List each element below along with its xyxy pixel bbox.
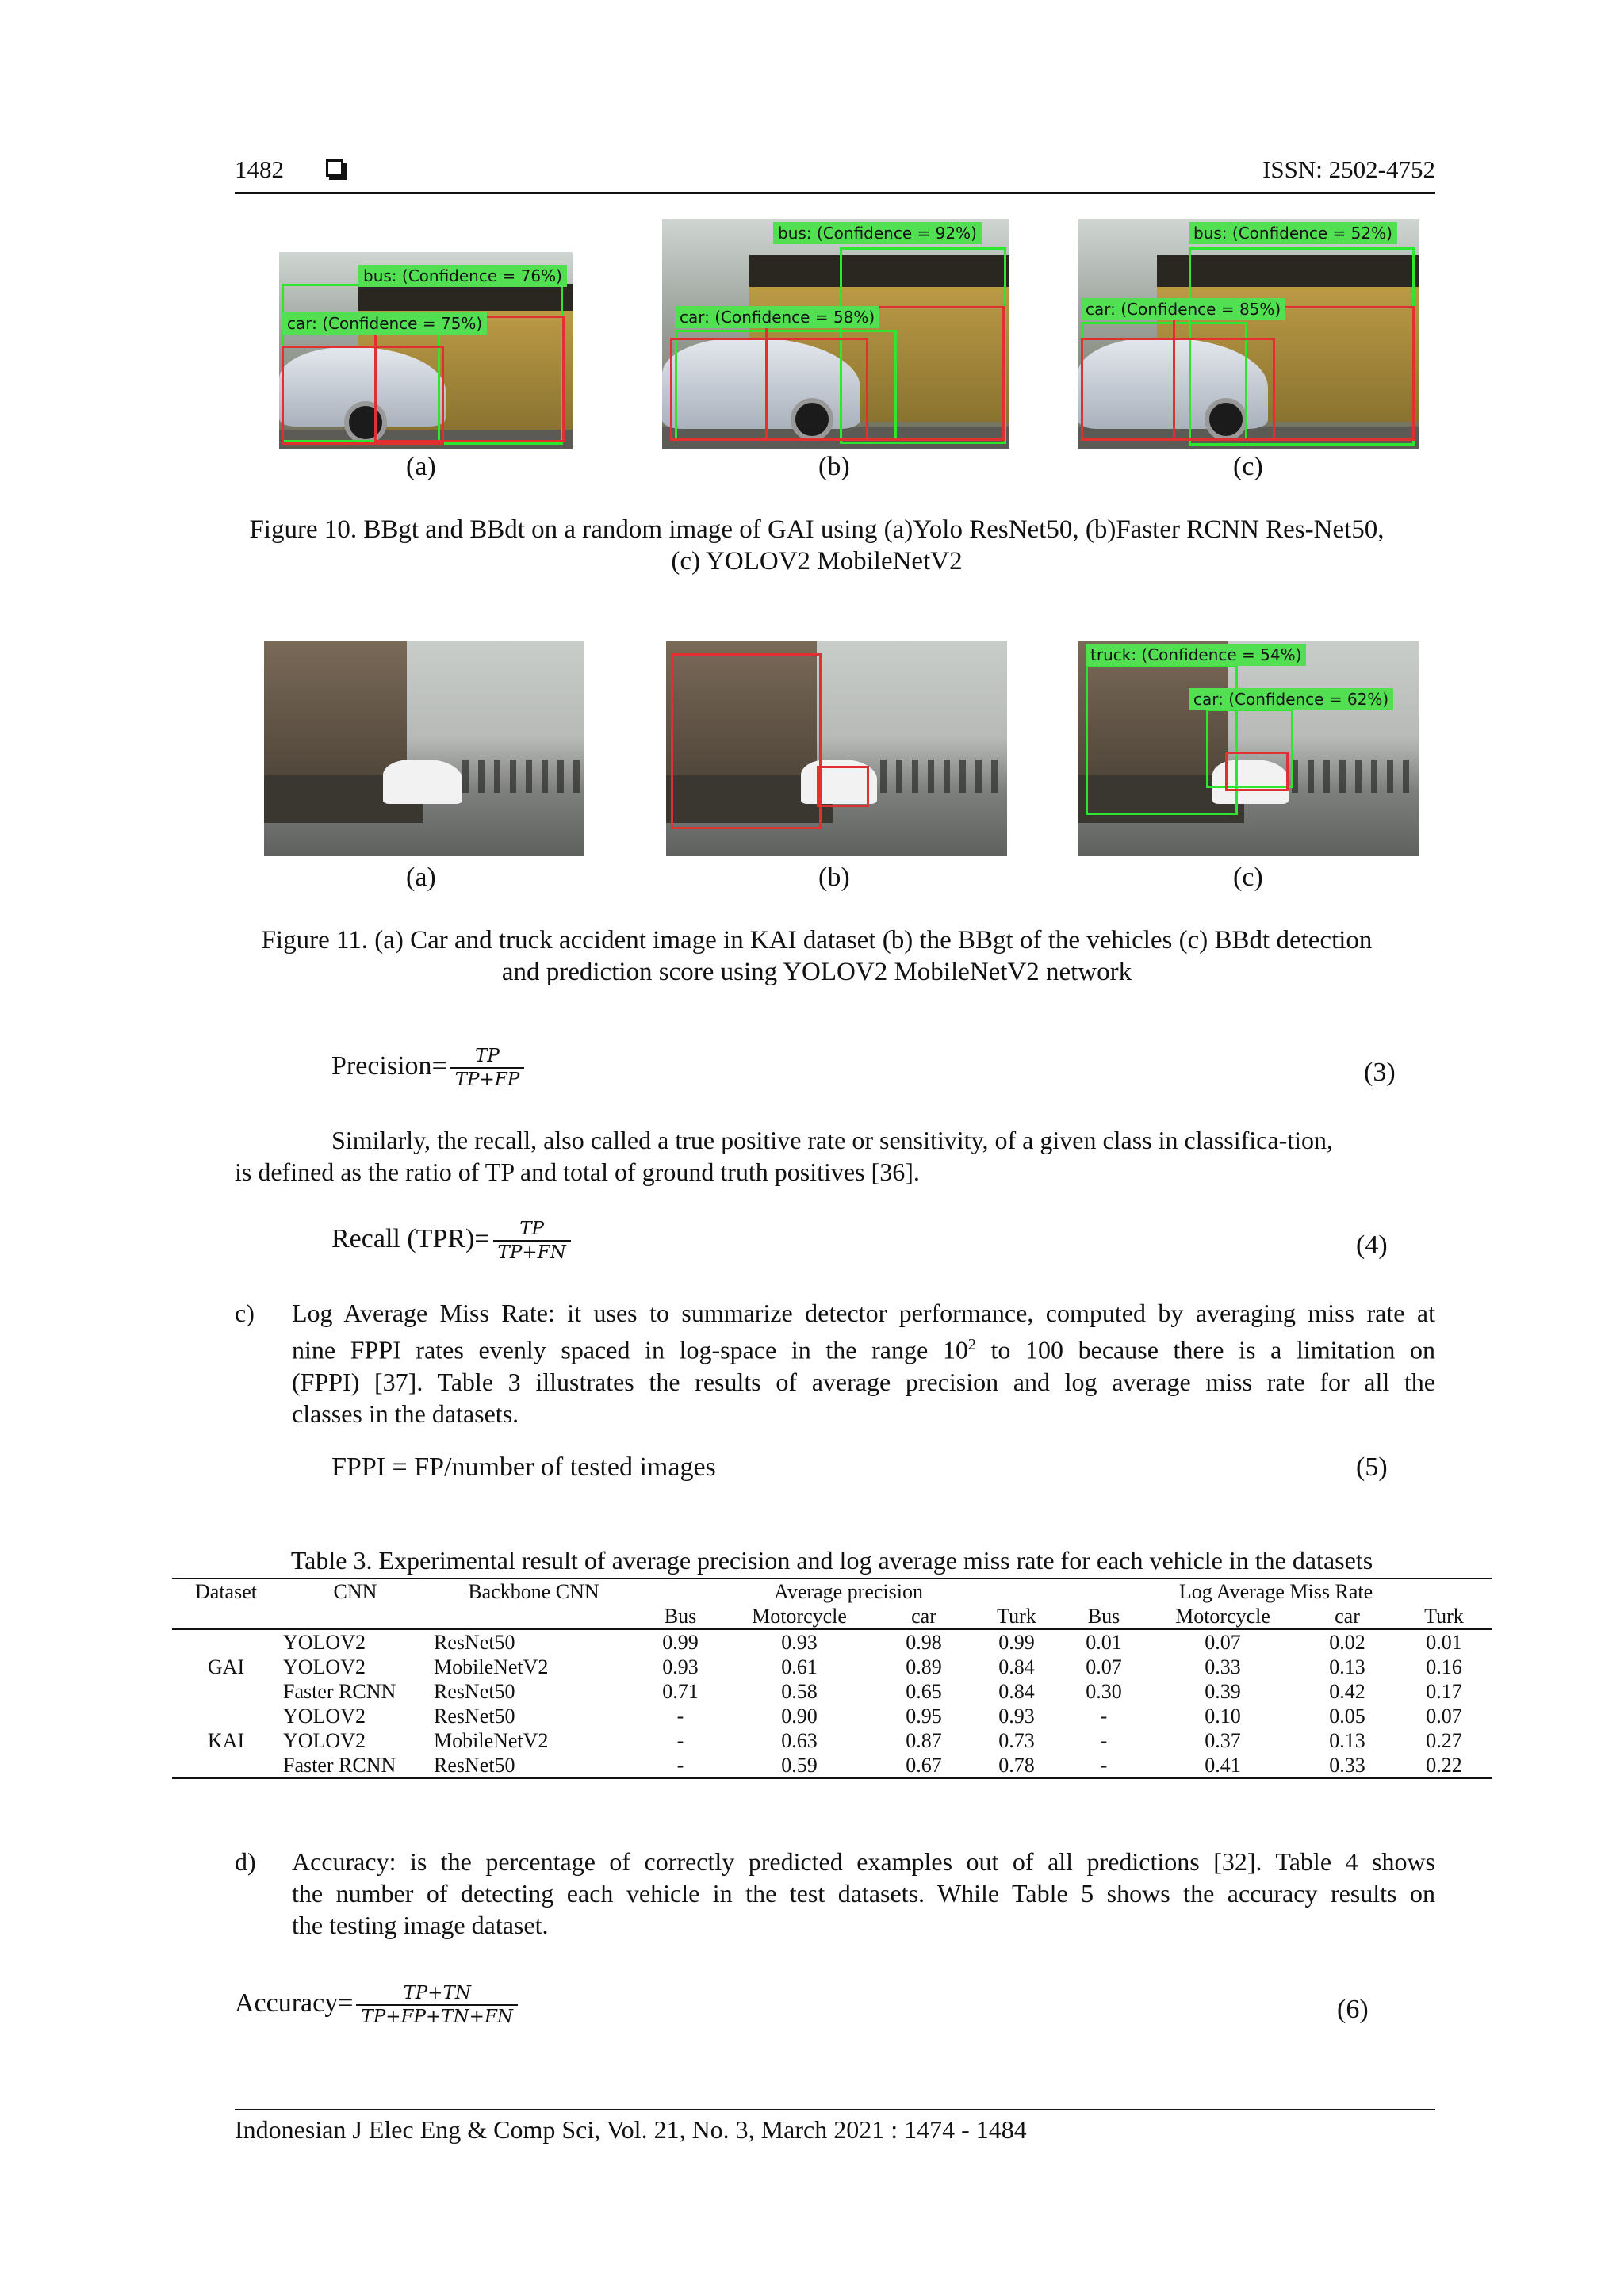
fig10c-bus-label: bus: (Confidence = 52%) [1189,222,1397,244]
subheader: Motorcycle [1175,1605,1270,1628]
header-rule [235,192,1435,194]
fig11-image-b [666,641,1007,856]
subheader: car [1335,1605,1360,1628]
issn: ISSN: 2502-4752 [1262,155,1435,183]
item-d-paragraph: Accuracy: is the percentage of correctly predicted examples out of all predictions [32]. Table 4 shows the number of detecting each vehicle in the test datasets. While Table 5 shows the accuracy results on the testing image dataset. [292,1847,1435,1939]
fig10b-car-label: car: (Confidence = 58%) [675,306,879,328]
accuracy-equation: Accuracy= $\frac{TP+TN}{TP+FP+TN+FN}$ [235,1982,518,2028]
table-row: Faster RCNN ResNet50 - 0.59 0.67 0.78 - 0.41 0.33 0.22 [172,1753,1492,1778]
fig11c-truck-label: truck: (Confidence = 54%) [1086,644,1306,666]
precision-equation: Precision= $\frac{TP}{TP+FP}$ [331,1045,524,1091]
recall-paragraph: Similarly, the recall, also called a true positive rate or sensitivity, of a given class in classifica-tion, is defined as the ratio of TP and total of ground truth positives [36]. [235,1126,1334,1186]
footer-citation: Indonesian J Elec Eng & Comp Sci, Vol. 21, No. 3, March 2021 : 1474 - 1484 [235,2115,1027,2144]
fig10a-car-label: car: (Confidence = 75%) [282,312,487,335]
table-row: YOLOV2 ResNet50 0.99 0.93 0.98 0.99 0.01 0.07 0.02 0.01 [283,1631,1462,1654]
square-bullet-icon [326,159,343,177]
table-row: YOLOV2 ResNet50 - 0.90 0.95 0.93 - 0.10 0.05 0.07 [283,1705,1462,1728]
fig10-sublabel-c: (c) [1233,452,1263,481]
fig10b-bus-label: bus: (Confidence = 92%) [773,222,982,244]
fig11-image-c [1078,641,1419,856]
fig11-sublabel-b: (b) [818,863,850,892]
table-3 [172,1578,1492,1779]
fig10c-car-label: car: (Confidence = 85%) [1081,298,1285,320]
figure-10-caption: Figure 10. BBgt and BBdt on a random image of GAI using (a)Yolo ResNet50, (b)Faster RCNN Res-Net50, (c) YOLOV2 MobileNetV2 [249,515,1385,576]
fig10-image-a [279,252,573,449]
item-d-marker: d) [235,1847,256,1876]
fig10a-bus-label: bus: (Confidence = 76%) [358,265,567,287]
fig11-image-a [264,641,584,856]
table-3-caption: Table 3. Experimental result of average precision and log average miss rate for each vehicle in the datasets [290,1546,1373,1575]
fig11-sublabel-c: (c) [1233,863,1263,892]
bus-ground-truth-box [374,316,565,442]
equation-number-4: (4) [1356,1230,1388,1260]
subheader: Turk [1424,1605,1464,1628]
header-backbone: Backbone CNN [468,1580,599,1603]
fig11-sublabel-a: (a) [406,863,436,892]
header-average-precision: Average precision [774,1580,923,1603]
equation-number-6: (6) [1337,1995,1369,2024]
fig10-sublabel-b: (b) [818,452,850,481]
subheader: Turk [997,1605,1036,1628]
subheader: car [911,1605,936,1628]
item-c-paragraph: Log Average Miss Rate: it uses to summarize detector performance, computed by averaging miss rate at nine FPPI rates evenly spaced in log-space in the range $10^2$ to 100 because there is a limitation on (FPPI) [37]. Table 3 illustrates the results of average precision and log average miss rate for all the classes in the datasets. [292,1299,1436,1428]
equation-number-3: (3) [1364,1058,1396,1087]
subheader: Bus [1087,1605,1120,1628]
car-ground-truth-box [817,766,869,807]
recall-equation: Recall (TPR)= $\frac{TP}{TP+FN}$ [331,1218,571,1264]
fig10-image-b [662,219,1009,449]
fig10-image-c [1078,219,1419,449]
table-row: KAI YOLOV2 MobileNetV2 - 0.63 0.87 0.73 - 0.37 0.13 0.27 [207,1729,1462,1752]
item-c-marker: c) [235,1299,255,1327]
fig10-sublabel-a: (a) [406,452,436,481]
car-ground-truth-box [1225,752,1289,791]
bus-ground-truth-box [1173,306,1415,441]
fppi-equation: FPPI = FP/number of tested images [331,1452,716,1482]
subheader: Bus [664,1605,697,1628]
figure-11-caption: Figure 11. (a) Car and truck accident image in KAI dataset (b) the BBgt of the vehicles (c) BBdt detection and prediction score using YOLOV2 MobileNetV2 network [261,926,1373,986]
fig11c-car-label: car: (Confidence = 62%) [1189,688,1393,710]
table-row: GAI YOLOV2 MobileNetV2 0.93 0.61 0.89 0.84 0.07 0.33 0.13 0.16 [207,1655,1462,1678]
equation-number-5: (5) [1356,1452,1388,1482]
truck-ground-truth-box [671,653,822,829]
table-row: Faster RCNN ResNet50 0.71 0.58 0.65 0.84 0.30 0.39 0.42 0.17 [283,1680,1462,1703]
subheader: Motorcycle [752,1605,847,1628]
header-log-average-miss-rate: Log Average Miss Rate [1178,1580,1373,1603]
page-number: 1482 [235,155,284,183]
footer-rule [235,2109,1435,2110]
header-dataset: Dataset [195,1580,257,1603]
header-cnn: CNN [333,1580,377,1603]
